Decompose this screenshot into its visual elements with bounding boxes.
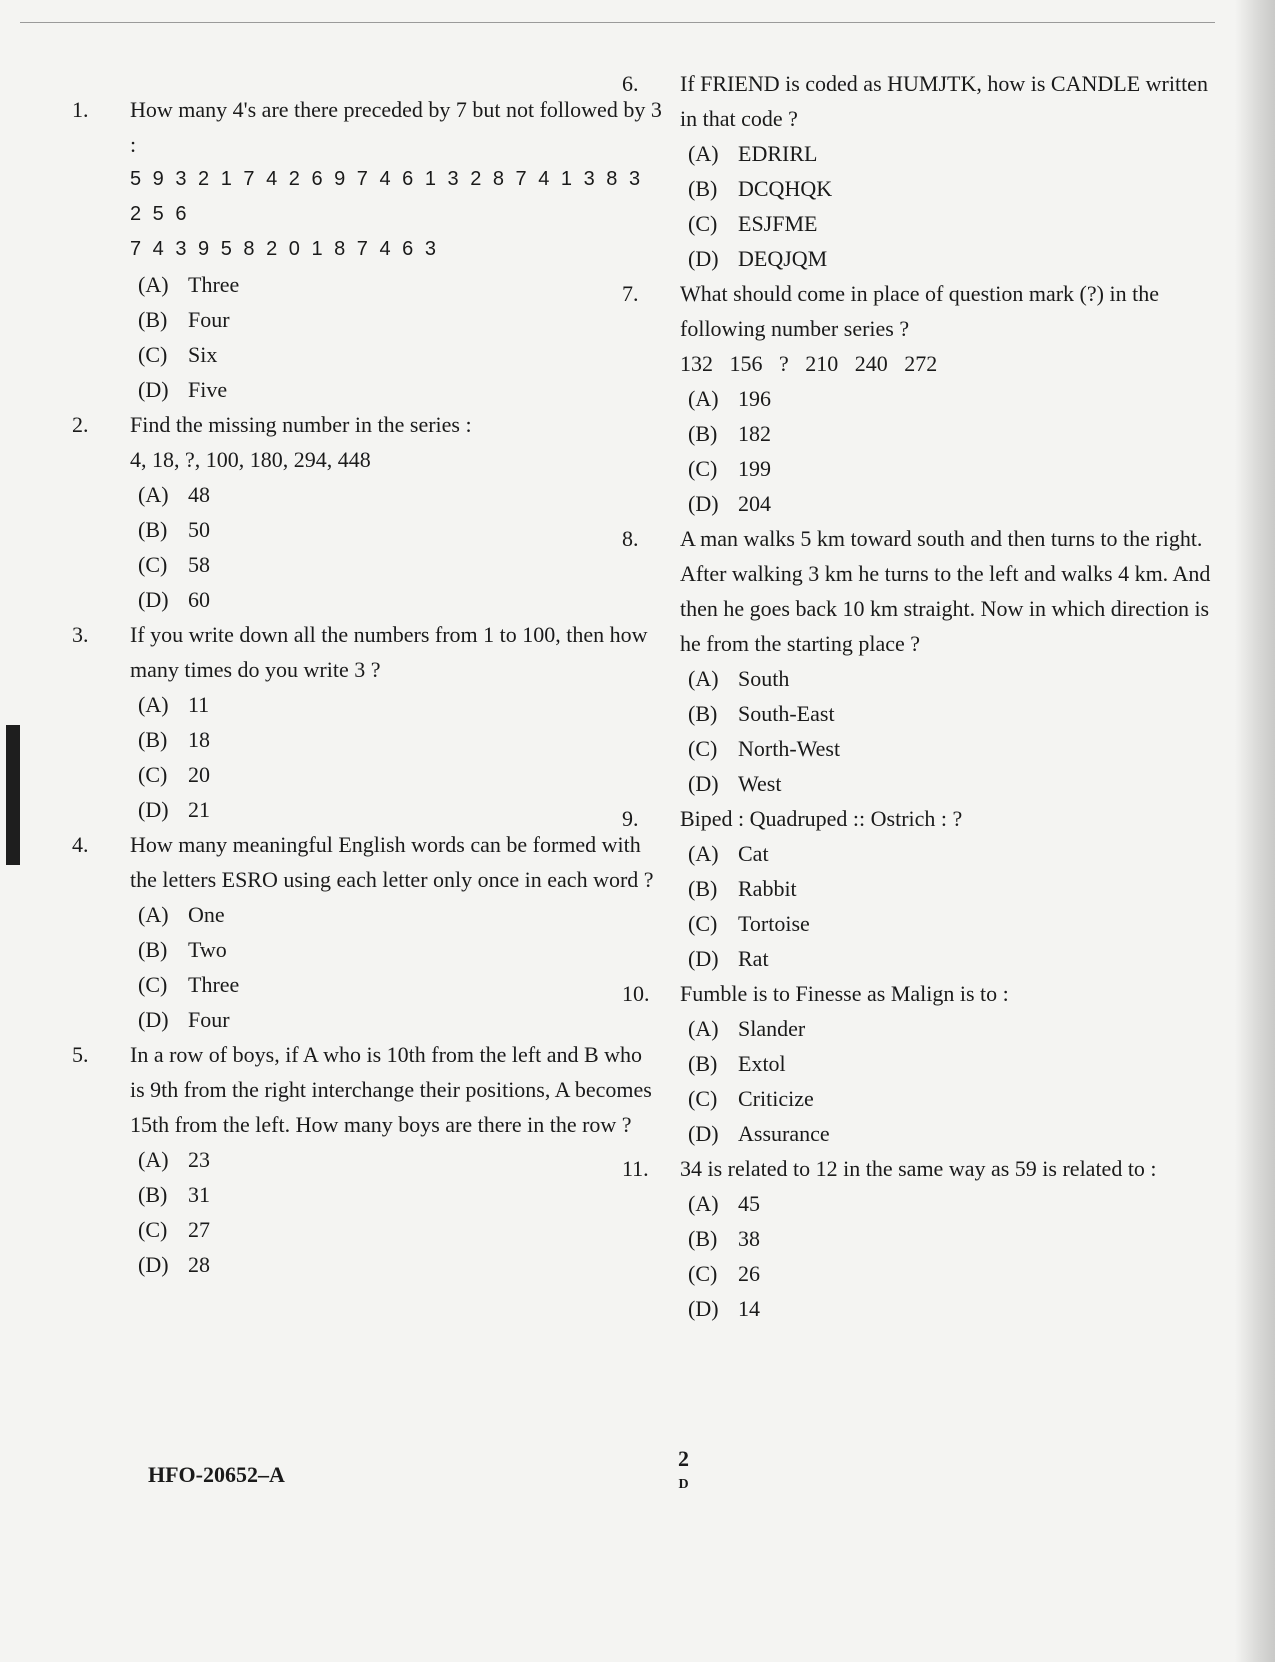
question-text: A man walks 5 km toward south and then turns to the right. After walking 3 km he turns to the left and walks 4 km. And then he goes back 10 km straight. Now in which direction is he from the starting place ? xyxy=(680,526,1211,656)
number-sequence: 4, 18, ?, 100, 180, 294, 448 xyxy=(130,447,371,472)
option-a: (A) Slander xyxy=(688,1016,806,1041)
question-number: 5. xyxy=(72,1042,89,1067)
question-number: 2. xyxy=(72,412,89,437)
option-d: (D) 14 xyxy=(688,1296,760,1321)
option-d: (D) 21 xyxy=(138,797,210,822)
option-d: (D) 204 xyxy=(688,491,771,516)
question-11 xyxy=(622,1151,1212,1326)
option-c: (C) 199 xyxy=(688,456,771,481)
question-5 xyxy=(72,1037,662,1282)
question-number: 6. xyxy=(622,71,639,96)
option-b: (B) Rabbit xyxy=(688,876,797,901)
option-c: (C) Tortoise xyxy=(688,911,810,936)
right-column xyxy=(622,66,1212,1326)
question-number: 1. xyxy=(72,97,89,122)
option-a: (A) 45 xyxy=(688,1191,760,1216)
option-b: (B) Two xyxy=(138,937,227,962)
number-sequence: 132 156 ? 210 240 272 xyxy=(680,351,938,376)
option-d: (D) Five xyxy=(138,377,228,402)
left-column xyxy=(72,92,662,1282)
option-c: (C) 26 xyxy=(688,1261,760,1286)
question-9 xyxy=(622,801,1212,976)
page-number: 2 D xyxy=(678,1446,689,1498)
option-d: (D) Assurance xyxy=(688,1121,830,1146)
question-1 xyxy=(72,92,662,407)
option-b: (B) 31 xyxy=(138,1182,210,1207)
option-a: (A) One xyxy=(138,902,225,927)
question-text: How many meaningful English words can be formed with the letters ESRO using each letter only once in each word ? xyxy=(130,832,654,892)
option-a: (A) 11 xyxy=(138,692,210,717)
option-a: (A) 23 xyxy=(138,1147,210,1172)
question-number: 7. xyxy=(622,281,639,306)
option-a: (A) 48 xyxy=(138,482,210,507)
number-sequence: 5 9 3 2 1 7 4 2 6 9 7 4 6 1 3 2 8 7 4 1 3 8 3 2 5 6 xyxy=(130,168,644,225)
question-7 xyxy=(622,276,1212,521)
option-a: (A) Cat xyxy=(688,841,769,866)
option-a: (A) EDRIRL xyxy=(688,141,818,166)
question-number: 4. xyxy=(72,832,89,857)
question-text: Find the missing number in the series : xyxy=(130,412,472,437)
question-text: How many 4's are there preceded by 7 but not followed by 3 : xyxy=(130,97,662,157)
option-a: (A) 196 xyxy=(688,386,771,411)
question-number: 10. xyxy=(622,981,650,1006)
question-text: If you write down all the numbers from 1 to 100, then how many times do you write 3 ? xyxy=(130,622,648,682)
number-sequence: 7 4 3 9 5 8 2 0 1 8 7 4 6 3 xyxy=(130,238,439,260)
option-c: (C) Six xyxy=(138,342,218,367)
option-c: (C) North-West xyxy=(688,736,841,761)
option-a: (A) South xyxy=(688,666,790,691)
question-10 xyxy=(622,976,1212,1151)
question-number: 3. xyxy=(72,622,89,647)
option-c: (C) ESJFME xyxy=(688,211,818,236)
top-rule xyxy=(20,22,1215,23)
question-2 xyxy=(72,407,662,617)
page-number-sub: D xyxy=(678,1477,689,1492)
page-edge-shadow xyxy=(1235,0,1275,1662)
option-b: (B) 50 xyxy=(138,517,210,542)
option-c: (C) 58 xyxy=(138,552,210,577)
booklet-code: HFO-20652–A xyxy=(148,1462,285,1487)
question-text: What should come in place of question mark (?) in the following number series ? xyxy=(680,281,1159,341)
option-b: (B) 182 xyxy=(688,421,771,446)
option-c: (C) 27 xyxy=(138,1217,210,1242)
question-text: If FRIEND is coded as HUMJTK, how is CANDLE written in that code ? xyxy=(680,71,1208,131)
option-d: (D) DEQJQM xyxy=(688,246,828,271)
scan-margin-mark xyxy=(6,725,20,865)
option-d: (D) 60 xyxy=(138,587,210,612)
option-b: (B) Extol xyxy=(688,1051,786,1076)
question-text: 34 is related to 12 in the same way as 59 is related to : xyxy=(680,1156,1157,1181)
option-c: (C) Three xyxy=(138,972,240,997)
option-d: (D) Four xyxy=(138,1007,230,1032)
option-b: (B) 38 xyxy=(688,1226,760,1251)
option-d: (D) Rat xyxy=(688,946,769,971)
option-b: (B) South-East xyxy=(688,701,835,726)
question-number: 8. xyxy=(622,526,639,551)
question-number: 11. xyxy=(622,1156,649,1181)
option-c: (C) 20 xyxy=(138,762,210,787)
option-d: (D) 28 xyxy=(138,1252,210,1277)
option-b: (B) 18 xyxy=(138,727,210,752)
option-d: (D) West xyxy=(688,771,782,796)
question-3 xyxy=(72,617,662,827)
option-b: (B) Four xyxy=(138,307,230,332)
option-a: (A) Three xyxy=(138,272,240,297)
option-b: (B) DCQHQK xyxy=(688,176,833,201)
question-number: 9. xyxy=(622,806,639,831)
question-4 xyxy=(72,827,662,1037)
question-8 xyxy=(622,521,1212,801)
option-c: (C) Criticize xyxy=(688,1086,814,1111)
question-6 xyxy=(622,66,1212,276)
question-text: Biped : Quadruped :: Ostrich : ? xyxy=(680,806,963,831)
question-text: In a row of boys, if A who is 10th from the left and B who is 9th from the right interchange their positions, A becomes 15th from the left. How many boys are there in the row ? xyxy=(130,1042,652,1137)
question-text: Fumble is to Finesse as Malign is to : xyxy=(680,981,1009,1006)
